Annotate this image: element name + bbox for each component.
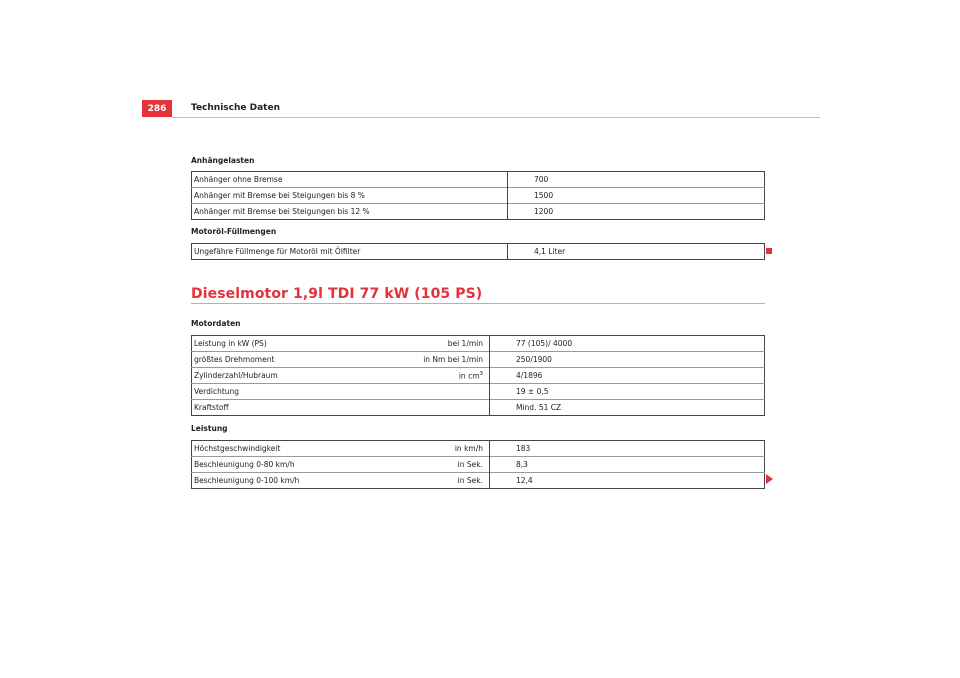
row-label: Anhänger mit Bremse bei Steigungen bis 12 % (192, 204, 508, 220)
row-label: Beschleunigung 0-80 km/h (192, 457, 410, 473)
table-row (192, 368, 765, 384)
table-row (192, 384, 765, 400)
row-label: Leistung in kW (PS) (194, 339, 267, 348)
row-label: Verdichtung (192, 384, 410, 400)
row-label: Anhänger mit Bremse bei Steigungen bis 8 % (192, 188, 508, 204)
page-number: 286 (142, 100, 172, 117)
oil-table (191, 243, 765, 260)
table-row (192, 400, 765, 416)
row-label: Kraftstoff (192, 400, 410, 416)
table-row (192, 441, 765, 457)
row-value: 1500 (532, 188, 765, 204)
row-unit: in km/h (454, 444, 483, 453)
trailer-loads-heading: Anhängelasten (191, 156, 255, 165)
table-row (192, 457, 765, 473)
section-end-marker (766, 248, 772, 254)
row-label: Ungefähre Füllmenge für Motoröl mit Ölfilter (194, 247, 361, 256)
row-unit (409, 384, 490, 400)
row-value: 250/1900 (514, 352, 765, 368)
row-value: 4/1896 (514, 368, 765, 384)
row-value: 700 (534, 175, 549, 184)
performance-heading: Leistung (191, 424, 228, 433)
oil-heading: Motoröl-Füllmengen (191, 227, 277, 236)
table-row (192, 172, 765, 188)
engine-heading: Motordaten (191, 319, 241, 328)
section-divider (191, 303, 765, 304)
row-unit: in Sek. (409, 473, 490, 489)
row-unit (409, 400, 490, 416)
table-row (192, 336, 765, 352)
row-label: Höchstgeschwindigkeit (194, 444, 281, 453)
row-label: Beschleunigung 0-100 km/h (192, 473, 410, 489)
table-row (192, 188, 765, 204)
row-label: größtes Drehmoment (192, 352, 410, 368)
row-value: 183 (516, 444, 531, 453)
table-row (192, 473, 765, 489)
trailer-loads-table (191, 171, 765, 220)
section-title: Dieselmotor 1,9l TDI 77 kW (105 PS) (191, 286, 483, 302)
continue-arrow-icon (766, 474, 773, 484)
engine-table (191, 335, 765, 416)
row-value: 12,4 (514, 473, 765, 489)
unit-superscript: 3 (479, 370, 483, 377)
page-title: Technische Daten (191, 103, 280, 113)
row-unit: in Nm bei 1/min (409, 352, 490, 368)
row-label: Zylinderzahl/Hubraum (192, 368, 410, 384)
table-row (192, 244, 765, 260)
row-unit: in Sek. (409, 457, 490, 473)
table-row (192, 352, 765, 368)
row-value: Mind. 51 CZ (514, 400, 765, 416)
row-value: 77 (105)/ 4000 (516, 339, 573, 348)
row-value: 8,3 (514, 457, 765, 473)
header-divider (172, 117, 820, 118)
table-row (192, 204, 765, 220)
page-header (142, 100, 820, 118)
row-value: 1200 (532, 204, 765, 220)
row-value: 4,1 Liter (534, 247, 566, 256)
performance-table (191, 440, 765, 489)
row-value: 19 ± 0,5 (514, 384, 765, 400)
row-unit: bei 1/min (447, 339, 483, 348)
row-unit: in $cm^3$ (409, 368, 490, 384)
row-label: Anhänger ohne Bremse (194, 175, 283, 184)
